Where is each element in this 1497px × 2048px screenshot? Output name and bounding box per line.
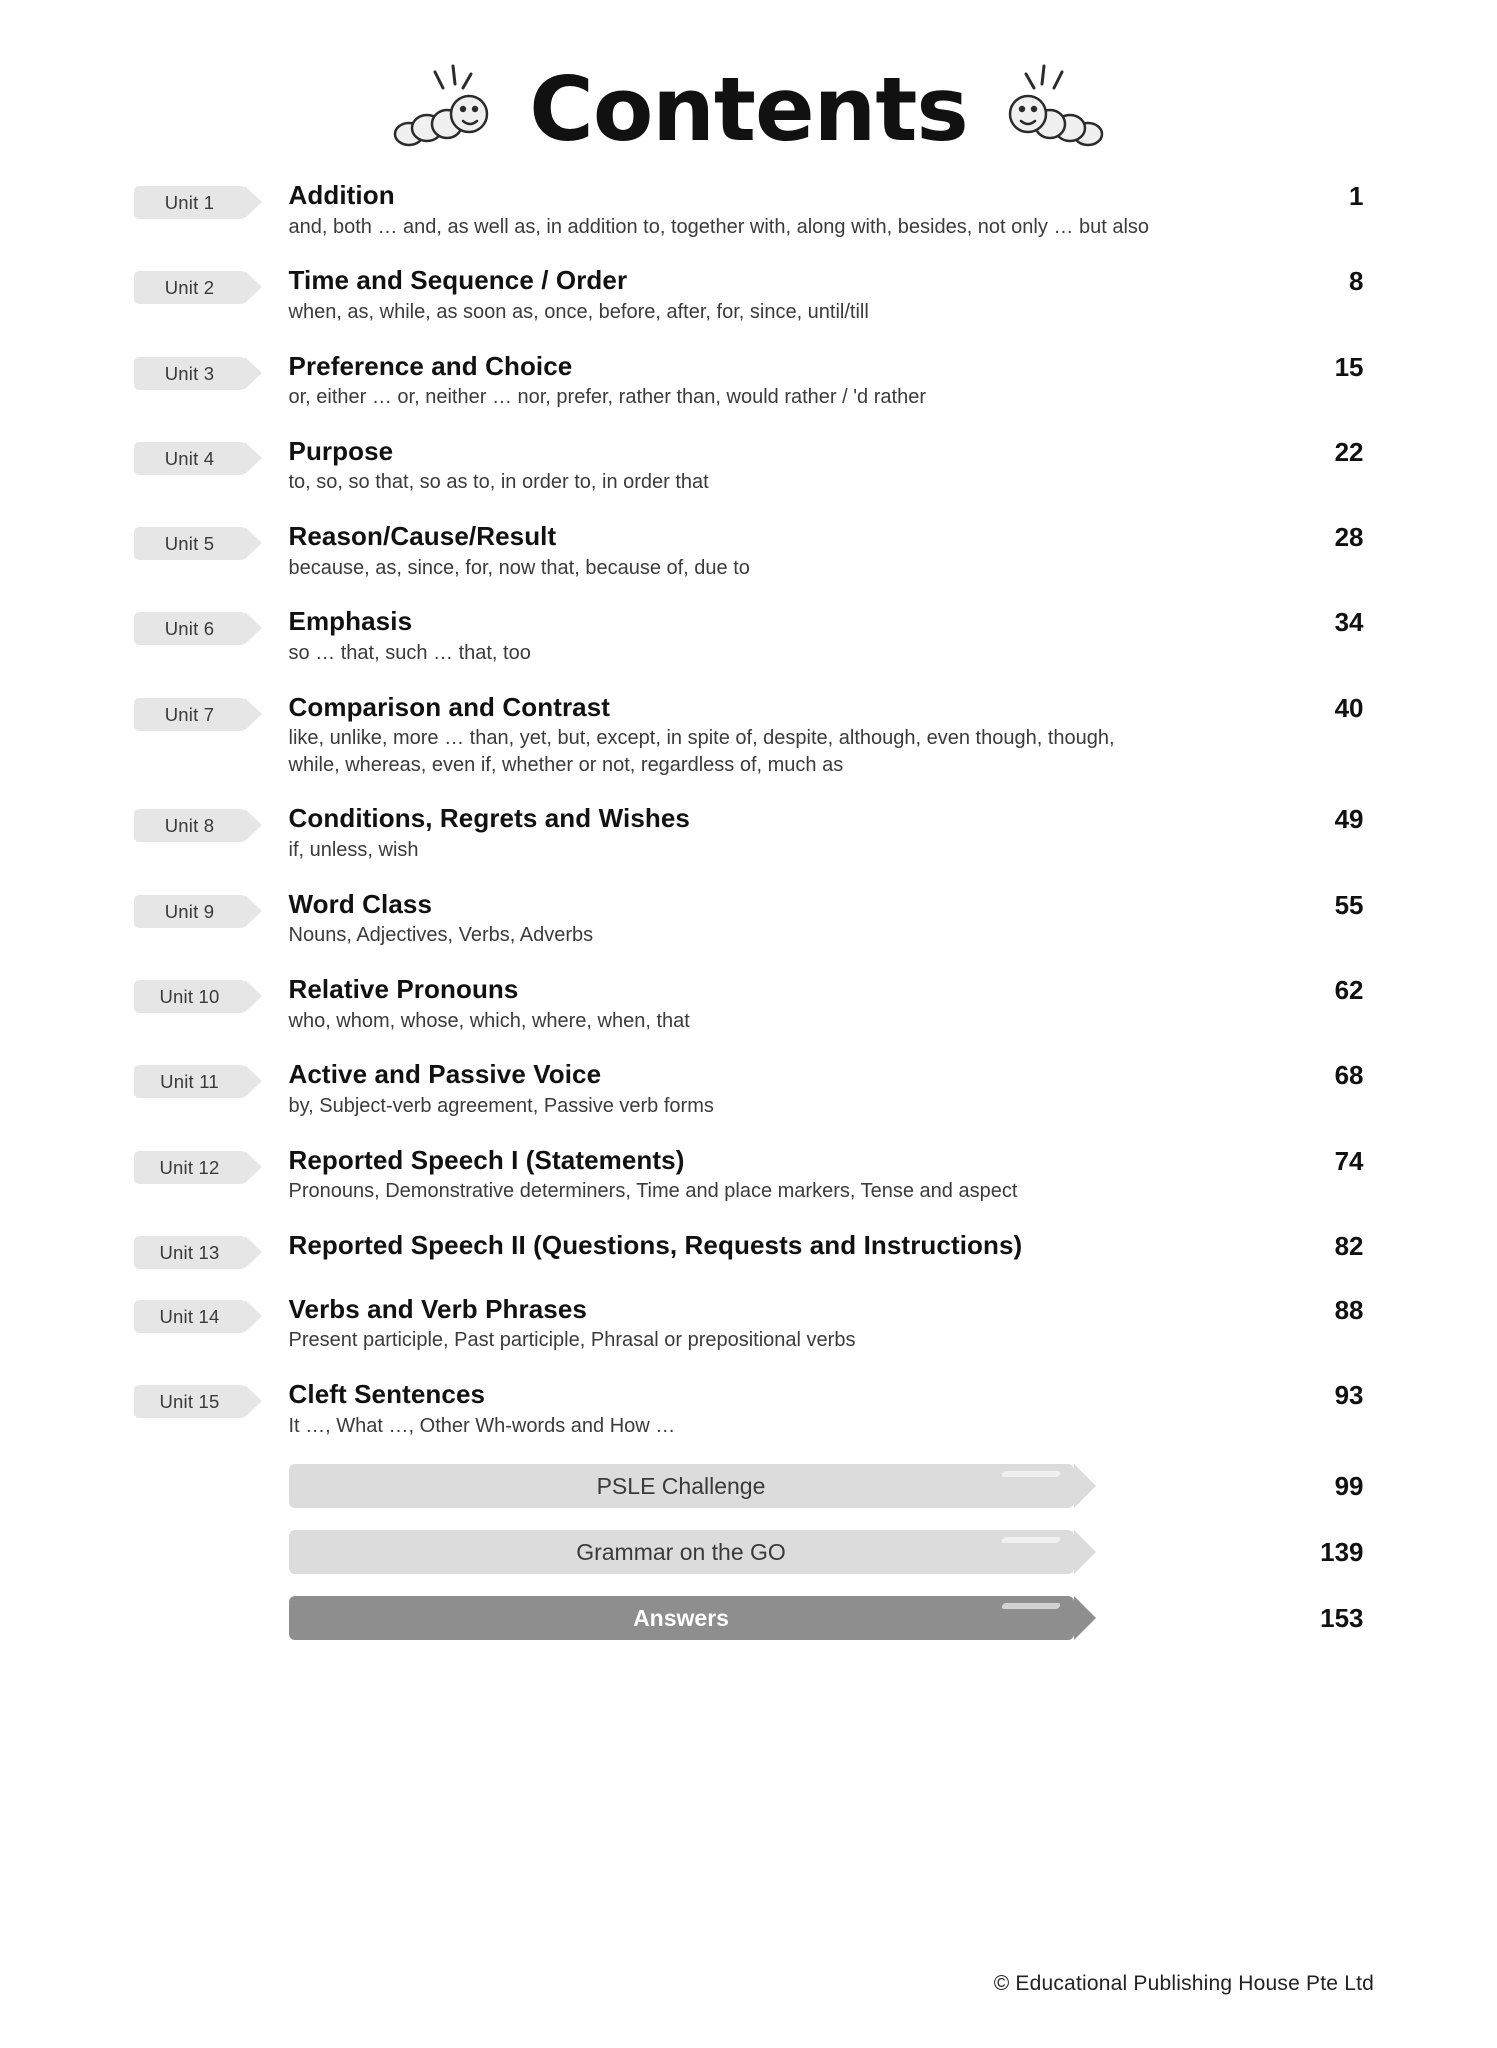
unit-badge: Unit 7 [134,698,246,731]
toc-entry [289,265,1244,325]
unit-tag-cell [134,351,289,390]
unit-title: Word Class [288,888,433,919]
page-number: 153 [1320,1602,1364,1633]
unit-subtitle: Present participle, Past participle, Phrasal or prepositional verbs [288,1329,856,1352]
page-number: 28 [1334,522,1364,553]
toc-row[interactable] [134,1145,1364,1205]
unit-subtitle: who, whom, whose, which, where, when, that [288,1009,690,1032]
unit-badge: Unit 10 [134,980,246,1013]
banner-shine [1000,1471,1060,1477]
unit-badge: Unit 2 [134,271,246,304]
unit-subtitle: Nouns, Adjectives, Verbs, Adverbs [288,924,594,947]
unit-subtitle: because, as, since, for, now that, because of, due to [288,556,750,579]
toc-entry [289,1145,1244,1205]
page-number: 139 [1320,1536,1364,1567]
unit-subtitle: or, either … or, neither … nor, prefer, rather than, would rather / 'd rather [288,386,926,409]
toc-banner-row[interactable] [134,1596,1364,1640]
toc-banner-row[interactable] [134,1464,1364,1508]
unit-tag-cell [134,265,289,304]
unit-title: Verbs and Verb Phrases [288,1293,587,1324]
toc-row[interactable] [134,265,1364,325]
unit-badge: Unit 12 [134,1151,246,1184]
caterpillar-icon [393,62,503,158]
unit-subtitle: like, unlike, more … than, yet, but, except, in spite of, despite, although, even though, though, while, whereas, even if, whether or not, regardless of, much as [288,727,1115,776]
page-number: 62 [1334,974,1364,1005]
unit-badge: Unit 13 [134,1236,246,1269]
unit-subtitle: by, Subject-verb agreement, Passive verb forms [288,1094,714,1117]
unit-title: Cleft Sentences [288,1379,486,1410]
unit-title: Relative Pronouns [288,973,519,1004]
toc-entry [289,436,1244,496]
unit-title: Preference and Choice [288,350,573,381]
unit-tag-cell [134,180,289,219]
unit-subtitle: to, so, so that, so as to, in order to, in order that [288,471,709,494]
unit-badge: Unit 6 [134,612,246,645]
banner-shine [1000,1603,1060,1609]
toc-row[interactable] [134,803,1364,863]
unit-tag-cell [134,1230,289,1269]
toc-row[interactable] [134,521,1364,581]
unit-title: Reason/Cause/Result [288,521,557,552]
unit-tag-cell [134,692,289,731]
unit-title: Active and Passive Voice [288,1059,602,1090]
banner-label: Answers [633,1605,729,1632]
unit-title: Emphasis [288,606,413,637]
toc-row[interactable] [134,351,1364,411]
banner-shine [1000,1537,1060,1543]
toc-row[interactable] [134,974,1364,1034]
page-number: 34 [1334,607,1364,638]
toc-row[interactable] [134,889,1364,949]
page-number: 49 [1334,804,1364,835]
toc-entry [289,803,1244,863]
unit-badge: Unit 8 [134,809,246,842]
unit-badge: Unit 3 [134,357,246,390]
unit-tag-cell [134,974,289,1013]
toc-row[interactable] [134,1059,1364,1119]
toc-row[interactable] [134,692,1364,779]
unit-badge: Unit 1 [134,186,246,219]
toc-entry [289,1294,1244,1354]
page-number: 22 [1334,436,1364,467]
toc-entry [289,974,1244,1034]
unit-tag-cell [134,436,289,475]
toc-entry [289,180,1244,240]
page-number: 99 [1334,1470,1364,1501]
unit-title: Addition [288,180,395,210]
page-number: 40 [1334,692,1364,723]
unit-title: Comparison and Contrast [288,691,611,722]
toc-entry [289,889,1244,949]
section-banner-grammar-on-the-go[interactable] [289,1530,1074,1574]
toc-row[interactable] [134,1230,1364,1269]
toc-entry [289,521,1244,581]
unit-tag-cell [134,521,289,560]
banner-wrap [289,1596,1244,1640]
page-number: 74 [1334,1145,1364,1176]
toc-row[interactable] [134,180,1364,240]
unit-badge: Unit 14 [134,1300,246,1333]
toc-banner-row[interactable] [134,1530,1364,1574]
unit-title: Time and Sequence / Order [288,265,628,296]
unit-tag-cell [134,1059,289,1098]
toc-entry [289,1059,1244,1119]
unit-title: Purpose [288,435,394,466]
unit-tag-cell [134,606,289,645]
page-header [0,0,1497,180]
unit-subtitle: It …, What …, Other Wh-words and How … [288,1414,676,1437]
banner-wrap [289,1464,1244,1508]
toc-row[interactable] [134,606,1364,666]
section-banner-psle-challenge[interactable] [289,1464,1074,1508]
table-of-contents [134,180,1364,1640]
page-number: 8 [1349,266,1364,297]
unit-badge: Unit 9 [134,895,246,928]
page-number: 68 [1334,1060,1364,1091]
unit-subtitle: so … that, such … that, too [288,642,531,664]
unit-tag-cell [134,1145,289,1184]
page-number: 55 [1334,889,1364,920]
unit-subtitle: and, both … and, as well as, in addition to, together with, along with, besides, not only … but also [288,215,1150,238]
toc-entry [289,692,1244,779]
unit-subtitle: if, unless, wish [288,839,419,862]
page-number: 88 [1334,1294,1364,1325]
page-number: 1 [1349,181,1364,211]
toc-entry [289,606,1244,666]
unit-title: Conditions, Regrets and Wishes [288,803,690,834]
caterpillar-icon [994,62,1104,158]
toc-entry [289,1230,1244,1261]
page-number: 82 [1334,1230,1364,1261]
unit-badge: Unit 5 [134,527,246,560]
unit-badge: Unit 15 [134,1385,246,1418]
toc-row[interactable] [134,436,1364,496]
unit-badge: Unit 11 [134,1065,246,1098]
banner-wrap [289,1530,1244,1574]
banner-label: Grammar on the GO [576,1539,786,1566]
page-title: Contents [529,58,968,161]
unit-title: Reported Speech II (Questions, Requests and Instructions) [288,1229,1023,1260]
unit-tag-cell [134,1379,289,1418]
unit-title: Reported Speech I (Statements) [288,1144,685,1175]
toc-entry [289,351,1244,411]
unit-subtitle: when, as, while, as soon as, once, before, after, for, since, until/till [288,300,869,323]
toc-row[interactable] [134,1294,1364,1354]
copyright-notice: © Educational Publishing House Pte Ltd [993,1972,1374,1995]
unit-tag-cell [134,889,289,928]
toc-entry [289,1379,1244,1439]
section-banner-answers[interactable] [289,1596,1074,1640]
unit-tag-cell [134,803,289,842]
page-number: 15 [1334,351,1364,382]
unit-tag-cell [134,1294,289,1333]
page-number: 93 [1334,1380,1364,1411]
banner-label: PSLE Challenge [596,1473,766,1500]
unit-subtitle: Pronouns, Demonstrative determiners, Time and place markers, Tense and aspect [288,1180,1018,1203]
unit-badge: Unit 4 [134,442,246,475]
toc-row[interactable] [134,1379,1364,1439]
